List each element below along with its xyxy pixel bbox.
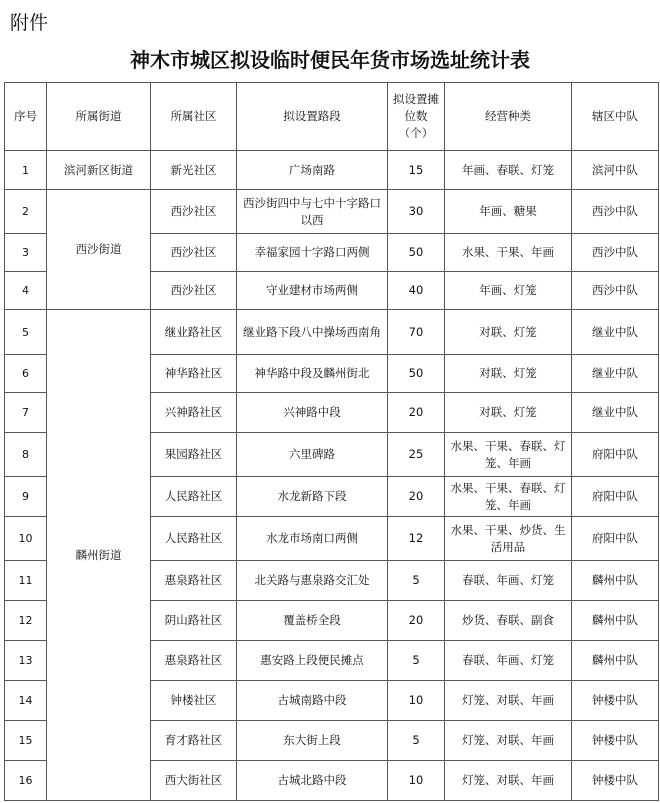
header-community: 所属社区: [151, 83, 237, 151]
row-number: 16: [5, 761, 47, 801]
community-cell: 人民路社区: [151, 517, 237, 561]
squad-cell: 西沙中队: [572, 272, 659, 310]
row-number: 13: [5, 641, 47, 681]
stalls-cell: 50: [388, 355, 445, 393]
row-number: 10: [5, 517, 47, 561]
road-cell: 水龙新路下段: [237, 477, 388, 517]
row-number: 3: [5, 234, 47, 272]
row-number: 6: [5, 355, 47, 393]
stalls-cell: 5: [388, 641, 445, 681]
road-cell: 守业建材市场两侧: [237, 272, 388, 310]
types-cell: 对联、灯笼: [445, 393, 572, 433]
stalls-cell: 20: [388, 393, 445, 433]
community-cell: 西沙社区: [151, 190, 237, 234]
header-types: 经营种类: [445, 83, 572, 151]
stalls-cell: 20: [388, 601, 445, 641]
squad-cell: 继业中队: [572, 355, 659, 393]
squad-cell: 继业中队: [572, 310, 659, 355]
stalls-cell: 5: [388, 561, 445, 601]
table-row: [5, 151, 659, 190]
stalls-cell: 5: [388, 721, 445, 761]
types-cell: 灯笼、对联、年画: [445, 761, 572, 801]
road-cell: 惠安路上段便民摊点: [237, 641, 388, 681]
community-cell: 人民路社区: [151, 477, 237, 517]
types-cell: 春联、年画、灯笼: [445, 641, 572, 681]
stalls-cell: 12: [388, 517, 445, 561]
types-cell: 对联、灯笼: [445, 355, 572, 393]
road-cell: 兴神路中段: [237, 393, 388, 433]
table-header-row: [5, 83, 659, 151]
stalls-cell: 10: [388, 681, 445, 721]
types-cell: 春联、年画、灯笼: [445, 561, 572, 601]
types-cell: 对联、灯笼: [445, 310, 572, 355]
road-cell: 水龙市场南口两侧: [237, 517, 388, 561]
header-stalls: 拟设置摊位数（个）: [388, 83, 445, 151]
street-cell: 西沙街道: [47, 190, 151, 310]
road-cell: 广场南路: [237, 151, 388, 190]
row-number: 1: [5, 151, 47, 190]
row-number: 11: [5, 561, 47, 601]
road-cell: 东大街上段: [237, 721, 388, 761]
types-cell: 灯笼、对联、年画: [445, 721, 572, 761]
types-cell: 灯笼、对联、年画: [445, 681, 572, 721]
types-cell: 水果、干果、春联、灯笼、年画: [445, 433, 572, 477]
community-cell: 惠泉路社区: [151, 641, 237, 681]
community-cell: 兴神路社区: [151, 393, 237, 433]
squad-cell: 钟楼中队: [572, 761, 659, 801]
squad-cell: 麟州中队: [572, 641, 659, 681]
road-cell: 北关路与惠泉路交汇处: [237, 561, 388, 601]
row-number: 4: [5, 272, 47, 310]
squad-cell: 府阳中队: [572, 433, 659, 477]
community-cell: 西沙社区: [151, 272, 237, 310]
types-cell: 炒货、春联、副食: [445, 601, 572, 641]
squad-cell: 西沙中队: [572, 234, 659, 272]
site-selection-table: [4, 82, 659, 801]
stalls-cell: 25: [388, 433, 445, 477]
table-row: [5, 310, 659, 355]
road-cell: 覆盖桥全段: [237, 601, 388, 641]
types-cell: 年画、糖果: [445, 190, 572, 234]
types-cell: 水果、干果、春联、灯笼、年画: [445, 477, 572, 517]
squad-cell: 钟楼中队: [572, 721, 659, 761]
header-road: 拟设置路段: [237, 83, 388, 151]
squad-cell: 麟州中队: [572, 601, 659, 641]
community-cell: 育才路社区: [151, 721, 237, 761]
header-street: 所属街道: [47, 83, 151, 151]
stalls-cell: 50: [388, 234, 445, 272]
row-number: 12: [5, 601, 47, 641]
types-cell: 年画、灯笼: [445, 272, 572, 310]
road-cell: 古城北路中段: [237, 761, 388, 801]
road-cell: 幸福家园十字路口两侧: [237, 234, 388, 272]
row-number: 7: [5, 393, 47, 433]
types-cell: 水果、干果、年画: [445, 234, 572, 272]
squad-cell: 继业中队: [572, 393, 659, 433]
header-squad: 辖区中队: [572, 83, 659, 151]
community-cell: 西大街社区: [151, 761, 237, 801]
community-cell: 钟楼社区: [151, 681, 237, 721]
community-cell: 西沙社区: [151, 234, 237, 272]
row-number: 14: [5, 681, 47, 721]
row-number: 8: [5, 433, 47, 477]
row-number: 9: [5, 477, 47, 517]
road-cell: 神华路中段及麟州街北: [237, 355, 388, 393]
community-cell: 阴山路社区: [151, 601, 237, 641]
community-cell: 新光社区: [151, 151, 237, 190]
community-cell: 果园路社区: [151, 433, 237, 477]
row-number: 15: [5, 721, 47, 761]
squad-cell: 府阳中队: [572, 477, 659, 517]
attachment-label: 附件: [10, 12, 49, 34]
squad-cell: 滨河中队: [572, 151, 659, 190]
road-cell: 西沙街四中与七中十字路口以西: [237, 190, 388, 234]
street-cell: 滨河新区街道: [47, 151, 151, 190]
road-cell: 继业路下段八中操场西南角: [237, 310, 388, 355]
types-cell: 水果、干果、炒货、生活用品: [445, 517, 572, 561]
stalls-cell: 30: [388, 190, 445, 234]
stalls-cell: 10: [388, 761, 445, 801]
header-no: 序号: [5, 83, 47, 151]
squad-cell: 钟楼中队: [572, 681, 659, 721]
road-cell: 古城南路中段: [237, 681, 388, 721]
row-number: 5: [5, 310, 47, 355]
community-cell: 神华路社区: [151, 355, 237, 393]
types-cell: 年画、春联、灯笼: [445, 151, 572, 190]
community-cell: 惠泉路社区: [151, 561, 237, 601]
page-title: 神木市城区拟设临时便民年货市场选址统计表: [130, 48, 530, 72]
stalls-cell: 40: [388, 272, 445, 310]
road-cell: 六里碑路: [237, 433, 388, 477]
table-row: [5, 190, 659, 234]
squad-cell: 府阳中队: [572, 517, 659, 561]
stalls-cell: 70: [388, 310, 445, 355]
stalls-cell: 15: [388, 151, 445, 190]
squad-cell: 西沙中队: [572, 190, 659, 234]
community-cell: 继业路社区: [151, 310, 237, 355]
stalls-cell: 20: [388, 477, 445, 517]
squad-cell: 麟州中队: [572, 561, 659, 601]
row-number: 2: [5, 190, 47, 234]
street-cell: 麟州街道: [47, 310, 151, 801]
